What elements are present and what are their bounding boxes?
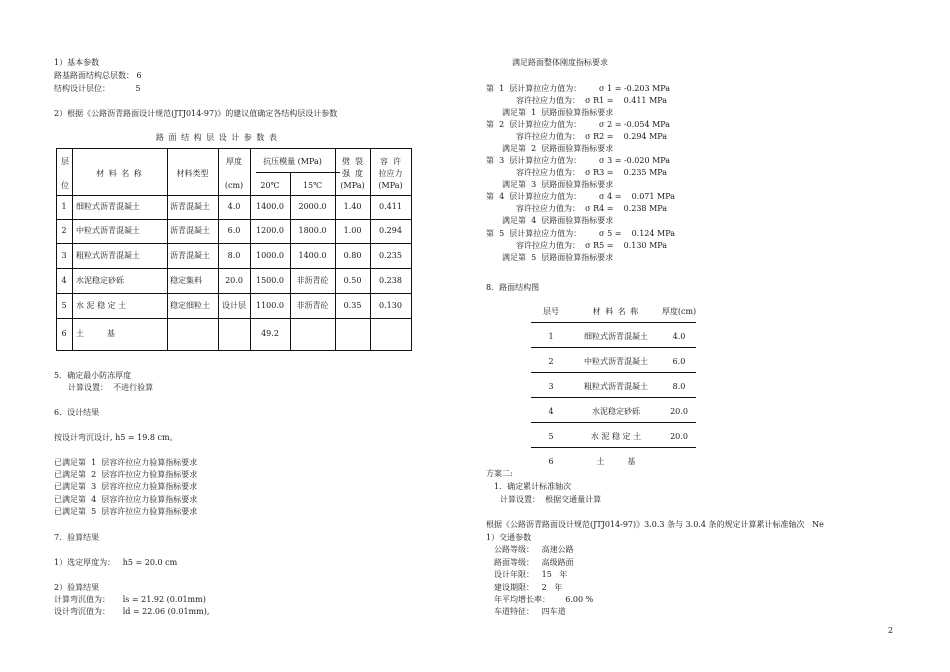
section-structure-diagram: 8．路面结构图 bbox=[486, 283, 540, 292]
header-thickness: 厚度 bbox=[226, 157, 242, 166]
diagram-layer-line bbox=[531, 397, 696, 398]
diagram-layer-line bbox=[531, 422, 696, 423]
table-cell-e20: 1500.0 bbox=[256, 276, 284, 285]
section-design-result: 6．设计结果 bbox=[54, 408, 100, 417]
table-cell-allow: 0.235 bbox=[379, 251, 402, 260]
layer5-allow: 容许拉应力值为： σ R5 = 0.130 MPa bbox=[516, 241, 668, 250]
layer4-allow: 容许拉应力值为： σ R4 = 0.238 MPa bbox=[516, 204, 668, 213]
table-cell-name: 水 泥 稳 定 土 bbox=[76, 301, 127, 310]
diagram-cell-no: 3 bbox=[548, 382, 554, 391]
table-cell-type: 稳定细粒土 bbox=[170, 301, 210, 310]
check-line-5: 已满足第 5 层容许拉应力验算指标要求 bbox=[54, 507, 198, 516]
table-cell-no: 5 bbox=[61, 301, 67, 310]
section-verify: 7．验算结果 bbox=[54, 533, 100, 542]
header-allow-1: 容 许 bbox=[379, 157, 402, 166]
section-axle-load: 1．确定累计标准轴次 bbox=[494, 482, 572, 491]
table-cell-h: 6.0 bbox=[227, 226, 241, 235]
table-cell-name: 中粒式沥青混凝土 bbox=[76, 226, 140, 235]
diagram-cell-no: 2 bbox=[548, 357, 554, 366]
diagram-header-thickness: 厚度(cm) bbox=[661, 307, 697, 316]
layer3-ok: 满足第 3 层路面验算指标要求 bbox=[502, 180, 614, 189]
table-cell-allow: 0.294 bbox=[379, 226, 402, 235]
structure-parameter-table bbox=[56, 148, 412, 351]
table-cell-allow: 0.130 bbox=[379, 301, 402, 310]
header-15c: 15℃ bbox=[302, 181, 323, 190]
growth-rate: 年平均增长率： 6.00 % bbox=[494, 595, 594, 604]
header-material-type: 材料类型 bbox=[176, 169, 209, 178]
check-line-1: 已满足第 1 层容许拉应力验算指标要求 bbox=[54, 458, 198, 467]
diagram-cell-h: 20.0 bbox=[670, 407, 688, 416]
diagram-cell-no: 1 bbox=[548, 332, 554, 341]
layer1-stress: 第 1 层计算拉应力值为： σ 1 = -0.203 MPa bbox=[486, 84, 671, 93]
table-cell-type: 稳定集料 bbox=[170, 276, 202, 285]
header-layer-1: 层 bbox=[61, 157, 69, 166]
design-life: 设计年限： 15 年 bbox=[494, 570, 568, 579]
table-cell-split: 0.50 bbox=[343, 276, 362, 285]
diagram-cell-h: 6.0 bbox=[672, 357, 686, 366]
table-cell-no: 2 bbox=[61, 226, 67, 235]
section-frost: 5．确定最小防冻厚度 bbox=[54, 371, 132, 380]
selected-thickness: 1）选定厚度为： h5 = 20.0 cm bbox=[54, 558, 178, 567]
table-cell-no: 3 bbox=[61, 251, 67, 260]
layer5-ok: 满足第 5 层路面验算指标要求 bbox=[502, 253, 614, 262]
diagram-cell-no: 4 bbox=[548, 407, 554, 416]
header-20c: 20℃ bbox=[260, 181, 280, 190]
diagram-cell-name: 水泥稳定砂砾 bbox=[592, 407, 640, 416]
table-cell-split: 0.80 bbox=[343, 251, 362, 260]
layer3-stress: 第 3 层计算拉应力值为： σ 3 = -0.020 MPa bbox=[486, 156, 671, 165]
table-title: 路 面 结 构 层 设 计 参 数 表 bbox=[156, 133, 278, 142]
table-cell-e15: 1800.0 bbox=[298, 226, 327, 235]
layer1-ok: 满足第 1 层路面验算指标要求 bbox=[502, 108, 614, 117]
layer5-stress: 第 5 层计算拉应力值为： σ 5 = 0.124 MPa bbox=[486, 229, 676, 238]
pavement-structure-diagram bbox=[531, 302, 696, 472]
table-cell-e20: 1100.0 bbox=[256, 301, 284, 310]
table-cell-h: 4.0 bbox=[227, 202, 241, 211]
header-split-3: (MPa) bbox=[340, 181, 365, 190]
diagram-cell-name: 中粒式沥青混凝土 bbox=[584, 357, 648, 366]
section-design-params: 2）根据《公路沥青路面设计规范(JTJ014-97)》的建议值确定各结构层设计参数 bbox=[54, 109, 338, 118]
table-cell-split: 1.40 bbox=[343, 202, 362, 211]
scheme-two: 方案二: bbox=[486, 469, 513, 478]
table-cell-type: 沥青混凝土 bbox=[170, 202, 210, 211]
road-grade: 公路等级： 高速公路 bbox=[494, 545, 574, 554]
check-line-2: 已满足第 2 层容许拉应力验算指标要求 bbox=[54, 470, 198, 479]
diagram-layer-line bbox=[531, 372, 696, 373]
diagram-layer-line bbox=[531, 447, 696, 448]
traffic-params: 1）交通参数 bbox=[486, 533, 532, 542]
diagram-header-name: 材 料 名 称 bbox=[592, 307, 640, 316]
check-line-4: 已满足第 4 层容许拉应力验算指标要求 bbox=[54, 495, 198, 504]
diagram-cell-h: 8.0 bbox=[672, 382, 686, 391]
lane-type: 车道特征： 四车道 bbox=[494, 607, 566, 616]
table-cell-no: 1 bbox=[61, 202, 67, 211]
diagram-cell-name: 粗粒式沥青混凝土 bbox=[584, 382, 648, 391]
layer4-stress: 第 4 层计算拉应力值为： σ 4 = 0.071 MPa bbox=[486, 192, 676, 201]
design-deflection: 设计弯沉值为： ld = 22.06 (0.01mm), bbox=[54, 607, 210, 616]
table-cell-allow: 0.238 bbox=[379, 276, 402, 285]
table-cell-h: 20.0 bbox=[225, 276, 243, 285]
axle-basis: 根据《公路沥青路面设计规范(JTJ014-97)》3.0.3 条与 3.0.4 条的规定计算累计标准轴次 Ne bbox=[486, 520, 824, 529]
layer1-allow: 容许拉应力值为： σ R1 = 0.411 MPa bbox=[516, 96, 668, 105]
table-cell-e20: 1000.0 bbox=[256, 251, 284, 260]
pavement-grade: 路面等级： 高级路面 bbox=[494, 558, 574, 567]
table-cell-split: 1.00 bbox=[343, 226, 362, 235]
header-split-1: 劈 裂 bbox=[341, 157, 364, 166]
table-cell-name: 土 基 bbox=[76, 329, 115, 338]
calc-deflection: 计算弯沉值为： ls = 21.92 (0.01mm) bbox=[54, 595, 206, 604]
table-cell-type: 沥青混凝土 bbox=[170, 251, 210, 260]
header-allow-3: (MPa) bbox=[378, 181, 403, 190]
diagram-cell-name: 土 基 bbox=[596, 457, 636, 466]
table-cell-split: 0.35 bbox=[343, 301, 362, 310]
table-cell-e15: 1400.0 bbox=[298, 251, 327, 260]
diagram-layer-line bbox=[531, 347, 696, 348]
diagram-header-no: 层号 bbox=[543, 307, 559, 316]
section-basic-params: 1）基本参数 bbox=[54, 58, 100, 67]
verify-results-heading: 2）验算结果 bbox=[54, 583, 100, 592]
header-layer-2: 位 bbox=[61, 181, 69, 190]
table-cell-e15: 非沥青砼 bbox=[296, 301, 329, 310]
table-cell-no: 6 bbox=[61, 329, 67, 338]
table-cell-e20: 1400.0 bbox=[256, 202, 284, 211]
diagram-cell-h: 4.0 bbox=[672, 332, 686, 341]
design-thickness: 按设计弯沉设计, h5 = 19.8 cm。 bbox=[54, 433, 178, 442]
design-layer: 结构设计层位： 5 bbox=[54, 84, 141, 93]
table-cell-type: 沥青混凝土 bbox=[170, 226, 210, 235]
axle-setting: 计算设置： 根据交通量计算 bbox=[500, 495, 602, 504]
diagram-cell-name: 水 泥 稳 定 土 bbox=[590, 432, 642, 441]
diagram-cell-no: 5 bbox=[548, 432, 554, 441]
layer2-stress: 第 2 层计算拉应力值为： σ 2 = -0.054 MPa bbox=[486, 120, 671, 129]
check-line-3: 已满足第 3 层容许拉应力验算指标要求 bbox=[54, 482, 198, 491]
table-cell-h: 8.0 bbox=[227, 251, 241, 260]
table-cell-h: 设计层 bbox=[222, 301, 246, 310]
diagram-cell-name: 细粒式沥青混凝土 bbox=[584, 332, 648, 341]
table-cell-e20: 49.2 bbox=[261, 329, 279, 338]
header-split-2: 强 度 bbox=[341, 169, 364, 178]
table-cell-e15: 2000.0 bbox=[298, 202, 327, 211]
layer3-allow: 容许拉应力值为： σ R3 = 0.235 MPa bbox=[516, 168, 668, 177]
header-thickness-unit: (cm) bbox=[224, 181, 244, 190]
stiffness-ok: 满足路面整体刚度指标要求 bbox=[512, 58, 608, 67]
construction-period: 建设期限： 2 年 bbox=[494, 583, 563, 592]
frost-setting: 计算设置： 不进行验算 bbox=[68, 383, 154, 392]
diagram-cell-no: 6 bbox=[548, 457, 554, 466]
total-layers: 路基路面结构总层数： 6 bbox=[54, 71, 142, 80]
page-number: 2 bbox=[888, 626, 894, 635]
table-cell-no: 4 bbox=[61, 276, 67, 285]
table-cell-name: 细粒式沥青混凝土 bbox=[76, 202, 140, 211]
layer4-ok: 满足第 4 层路面验算指标要求 bbox=[502, 216, 614, 225]
table-cell-allow: 0.411 bbox=[379, 202, 402, 211]
table-cell-name: 水泥稳定砂砾 bbox=[76, 276, 124, 285]
header-modulus: 抗压模量 (MPa) bbox=[263, 157, 322, 166]
diagram-cell-h: 20.0 bbox=[670, 432, 688, 441]
layer2-allow: 容许拉应力值为： σ R2 = 0.294 MPa bbox=[516, 132, 668, 141]
layer2-ok: 满足第 2 层路面验算指标要求 bbox=[502, 144, 614, 153]
table-cell-name: 粗粒式沥青混凝土 bbox=[76, 251, 140, 260]
header-material-name: 材 料 名 称 bbox=[96, 169, 143, 178]
table-cell-e15: 非沥青砼 bbox=[296, 276, 329, 285]
header-allow-2: 拉应力 bbox=[378, 169, 403, 178]
table-cell-e20: 1200.0 bbox=[256, 226, 284, 235]
